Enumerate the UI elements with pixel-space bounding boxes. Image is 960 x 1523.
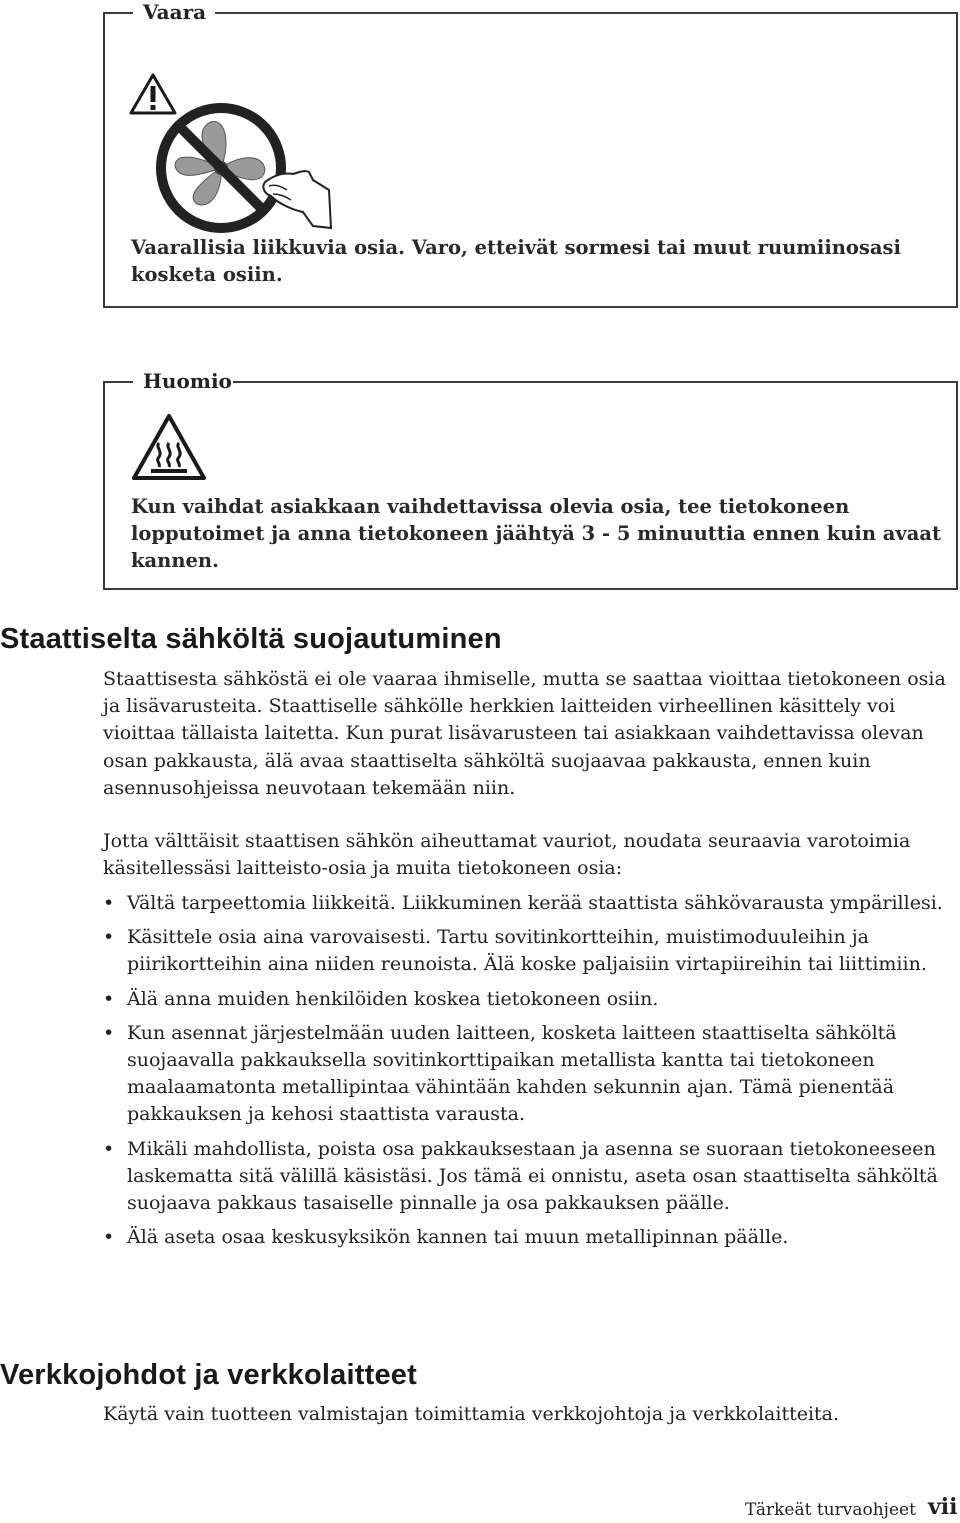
danger-notice [103,0,958,308]
hot-surface-icon [131,413,207,481]
caution-notice-label: Huomio [143,369,232,393]
static-paragraph-2: Jotta välttäisit staattisen sähkön aiheuttamat vauriot, noudata seuraavia varotoimia käsitellessäsi laitteisto-osia ja muita tietokoneen osia: [103,830,911,880]
caution-notice-text: Kun vaihdat asiakkaan vaihdettavissa olevia osia, tee tietokoneen lopputoimet ja anna tietokoneen jäähtyä 3 - 5 minuuttia ennen kuin avaat kannen. [131,495,942,572]
section-title-network-cables: Verkkojohdot ja verkkolaitteet [0,1359,417,1391]
list-item: • Vältä tarpeettomia liikkeitä. Liikkuminen kerää staattista sähkövarausta ympärillesi. [103,892,943,914]
footer-title: Tärkeät turvaohjeet [745,1500,916,1520]
danger-notice-label: Vaara [143,0,207,24]
static-paragraph-1: Staattisesta sähköstä ei ole vaaraa ihmiselle, mutta se saattaa vioittaa tietokoneen osia ja lisävarusteita. Staattiselle sähkölle herkkien laitteiden virheellinen käsittely voi vioittaa tällaista laitetta. Kun purat lisävarusteen tai asiakkaan vaihdettavissa olevan osan pakkausta, älä avaa staattiselta sähköltä suojaavaa pakkausta, ennen kuin asennusohjeissa neuvotaan tekemään niin. [103,668,946,799]
caution-notice [103,369,958,590]
static-precautions-list [103,890,953,1258]
list-item: • Älä aseta osaa keskusyksikön kannen tai muun metallipinnan päälle. [103,1226,789,1249]
list-item: • Mikäli mahdollista, poista osa pakkauksestaan ja asenna se suoraan tietokoneeseen laskematta sitä välillä käsistäsi. Jos tämä ei onnistu, aseta osan staattiselta sähköltä suojaava pakkaus tasaiselle pinnalle ja osa pakkauksen päälle. [103,1137,938,1215]
page-number: vii [928,1494,958,1520]
no-fan-hand-icon [153,100,333,236]
danger-notice-text: Vaarallisia liikkuvia osia. Varo, etteivät sormesi tai muut ruumiinosasi kosketa osiin. [131,236,901,286]
list-item: • Käsittele osia aina varovaisesti. Tartu sovitinkortteihin, muistimoduuleihin ja piirikortteihin aina niiden reunoista. Älä koske paljaisiin virtapiireihin tai liittimiin. [103,926,927,976]
list-item: • Älä anna muiden henkilöiden koskea tietokoneen osiin. [103,987,659,1010]
network-paragraph: Käytä vain tuotteen valmistajan toimittamia verkkojohtoja ja verkkolaitteita. [103,1403,840,1425]
list-item: • Kun asennat järjestelmään uuden laitteen, kosketa laitteen staattiselta sähköltä suojaavalla pakkauksella sovitinkorttipaikan metallista kantta tai tietokoneen maalaamatonta metallipintaa vähintään kahden sekunnin ajan. Tämä pienentää pakkauksen ja kehosi staattista varausta. [103,1021,897,1126]
section-title-static-protection: Staattiselta sähköltä suojautuminen [0,623,502,655]
